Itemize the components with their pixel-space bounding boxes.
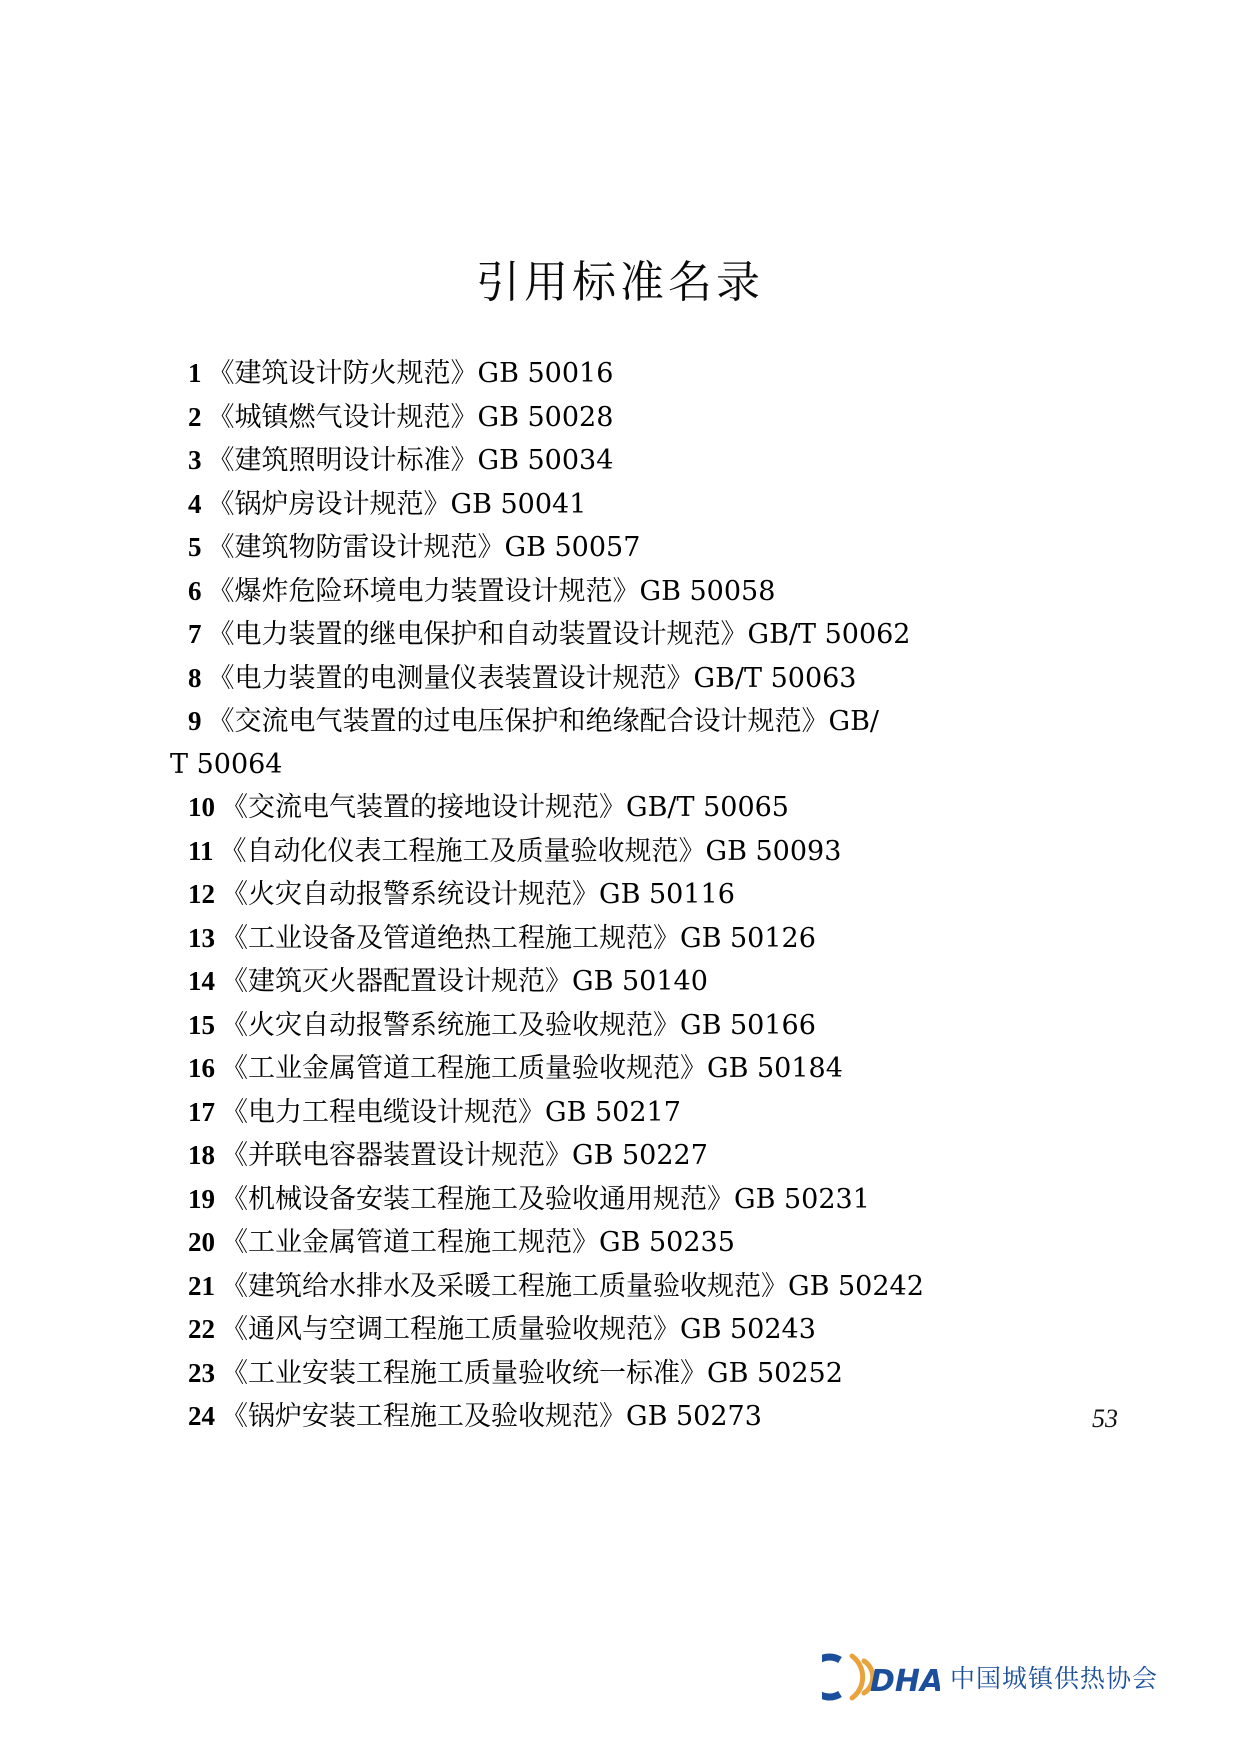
list-item-number: 15 — [188, 1009, 215, 1040]
list-item-number: 6 — [188, 575, 202, 606]
list-item-content — [0, 613, 911, 657]
list-item-content — [0, 1221, 735, 1265]
list-item-label: 《锅炉房设计规范》GB 50041 — [207, 488, 587, 520]
organization-name: 中国城镇供热协会 — [949, 1664, 1158, 1693]
list-item-label: 《建筑灭火器配置设计规范》GB 50140 — [221, 966, 708, 997]
list-item-content — [0, 700, 879, 744]
list-item — [0, 657, 1240, 701]
list-item — [0, 1221, 1240, 1265]
list-item — [0, 1091, 1240, 1135]
list-item-number: 1 — [188, 358, 202, 388]
list-item — [0, 873, 1240, 917]
list-item-label: 《并联电容器装置设计规范》GB 50227 — [221, 1140, 708, 1171]
list-item-content — [0, 960, 708, 1004]
list-item-content — [0, 657, 857, 701]
list-item-content — [0, 1352, 843, 1396]
list-item — [0, 1178, 1240, 1222]
list-item — [0, 483, 1240, 527]
list-item-content — [0, 873, 735, 917]
list-item-content — [0, 526, 640, 570]
list-item-label: 《交流电气装置的过电压保护和绝缘配合设计规范》GB/ — [207, 706, 880, 737]
list-item-number: 24 — [188, 1401, 215, 1431]
list-item-label: 《建筑照明设计标准》GB 50034 — [207, 445, 614, 476]
list-item — [0, 1004, 1240, 1048]
list-item-label: 《电力装置的电测量仪表装置设计规范》GB/T 50063 — [207, 662, 857, 694]
list-item-number: 7 — [188, 619, 202, 649]
list-item-content — [0, 396, 613, 440]
list-item — [0, 526, 1240, 570]
list-item-continuation: T 50064 — [170, 748, 283, 780]
list-item — [0, 1134, 1240, 1178]
list-item-content — [0, 1308, 816, 1352]
list-item — [0, 1047, 1240, 1091]
list-item-number: 12 — [188, 879, 215, 909]
list-item-content — [0, 830, 841, 874]
list-item-content — [0, 917, 816, 961]
list-item-label: 《机械设备安装工程施工及验收通用规范》GB 50231 — [221, 1183, 870, 1215]
list-item-label: 《火灾自动报警系统设计规范》GB 50116 — [221, 879, 735, 910]
list-item-content — [0, 1178, 870, 1222]
list-item — [0, 917, 1240, 961]
list-item-number: 18 — [188, 1140, 215, 1170]
list-item-content — [0, 1395, 762, 1439]
list-item-number: 20 — [188, 1227, 215, 1257]
list-item-label: 《交流电气装置的接地设计规范》GB/T 50065 — [221, 792, 789, 823]
list-item-number: 22 — [188, 1314, 215, 1344]
list-item — [0, 830, 1240, 874]
list-item — [0, 1308, 1240, 1352]
list-item-label: 《工业安装工程施工质量验收统一标准》GB 50252 — [221, 1357, 843, 1389]
list-item-number: 16 — [188, 1053, 215, 1083]
list-item-content — [0, 483, 586, 527]
list-item-content — [0, 1047, 843, 1091]
list-item-number: 5 — [188, 532, 202, 562]
list-item-content — [0, 570, 775, 614]
list-item-number: 2 — [188, 401, 202, 432]
reference-standards-list — [0, 352, 1240, 1439]
list-item-number: 3 — [188, 445, 202, 475]
list-item — [0, 1395, 1240, 1439]
list-item-label: 《锅炉安装工程施工及验收规范》GB 50273 — [221, 1401, 762, 1432]
list-item-number: 9 — [188, 706, 202, 736]
list-item — [0, 700, 1240, 744]
list-item-label: 《爆炸危险环境电力装置设计规范》GB 50058 — [207, 575, 776, 607]
list-item — [0, 396, 1240, 440]
list-item-label: 《通风与空调工程施工质量验收规范》GB 50243 — [221, 1314, 816, 1345]
list-item-content — [0, 352, 613, 396]
list-item-label: 《建筑给水排水及采暖工程施工质量验收规范》GB 50242 — [221, 1270, 924, 1302]
list-item-number: 8 — [188, 662, 202, 693]
list-item-content — [0, 1134, 708, 1178]
list-item-number: 13 — [188, 922, 215, 953]
list-item-number: 11 — [188, 835, 214, 866]
list-item-number: 10 — [188, 792, 215, 822]
list-item — [0, 439, 1240, 483]
list-item-label: 《工业设备及管道绝热工程施工规范》GB 50126 — [221, 922, 816, 954]
list-item — [0, 786, 1240, 830]
list-item — [0, 1352, 1240, 1396]
organization-logo — [822, 1648, 1158, 1706]
list-item — [0, 352, 1240, 396]
list-item-number: 23 — [188, 1357, 215, 1388]
list-item-number: 21 — [188, 1270, 215, 1301]
list-item-number: 19 — [188, 1183, 215, 1214]
page-title: 引用标准名录 — [476, 257, 764, 308]
list-item-content — [0, 786, 789, 830]
svg-text:DHA: DHA — [869, 1664, 940, 1699]
list-item-number: 4 — [188, 488, 202, 519]
list-item-label: 《电力装置的继电保护和自动装置设计规范》GB/T 50062 — [207, 619, 911, 650]
list-item-label: 《工业金属管道工程施工规范》GB 50235 — [221, 1227, 735, 1258]
dha-logo-icon — [822, 1648, 940, 1706]
list-item-label: 《建筑物防雷设计规范》GB 50057 — [207, 532, 641, 563]
list-item-label: 《火灾自动报警系统施工及验收规范》GB 50166 — [221, 1009, 816, 1041]
list-item — [0, 570, 1240, 614]
list-item-label: 《城镇燃气设计规范》GB 50028 — [207, 401, 614, 433]
list-item-content — [0, 1004, 816, 1048]
list-item-number: 17 — [188, 1096, 215, 1127]
list-item — [0, 1265, 1240, 1309]
list-item-content — [0, 1091, 681, 1135]
list-item-label: 《工业金属管道工程施工质量验收规范》GB 50184 — [221, 1053, 843, 1084]
page-number: 53 — [1092, 1404, 1118, 1433]
list-item-label: 《建筑设计防火规范》GB 50016 — [207, 358, 614, 389]
list-item — [0, 613, 1240, 657]
list-item-number: 14 — [188, 966, 215, 996]
list-item-label: 《电力工程电缆设计规范》GB 50217 — [221, 1096, 681, 1128]
list-item-content — [0, 1265, 924, 1309]
list-item — [0, 960, 1240, 1004]
list-item-label: 《自动化仪表工程施工及质量验收规范》GB 50093 — [219, 835, 842, 867]
list-item-content — [0, 439, 613, 483]
